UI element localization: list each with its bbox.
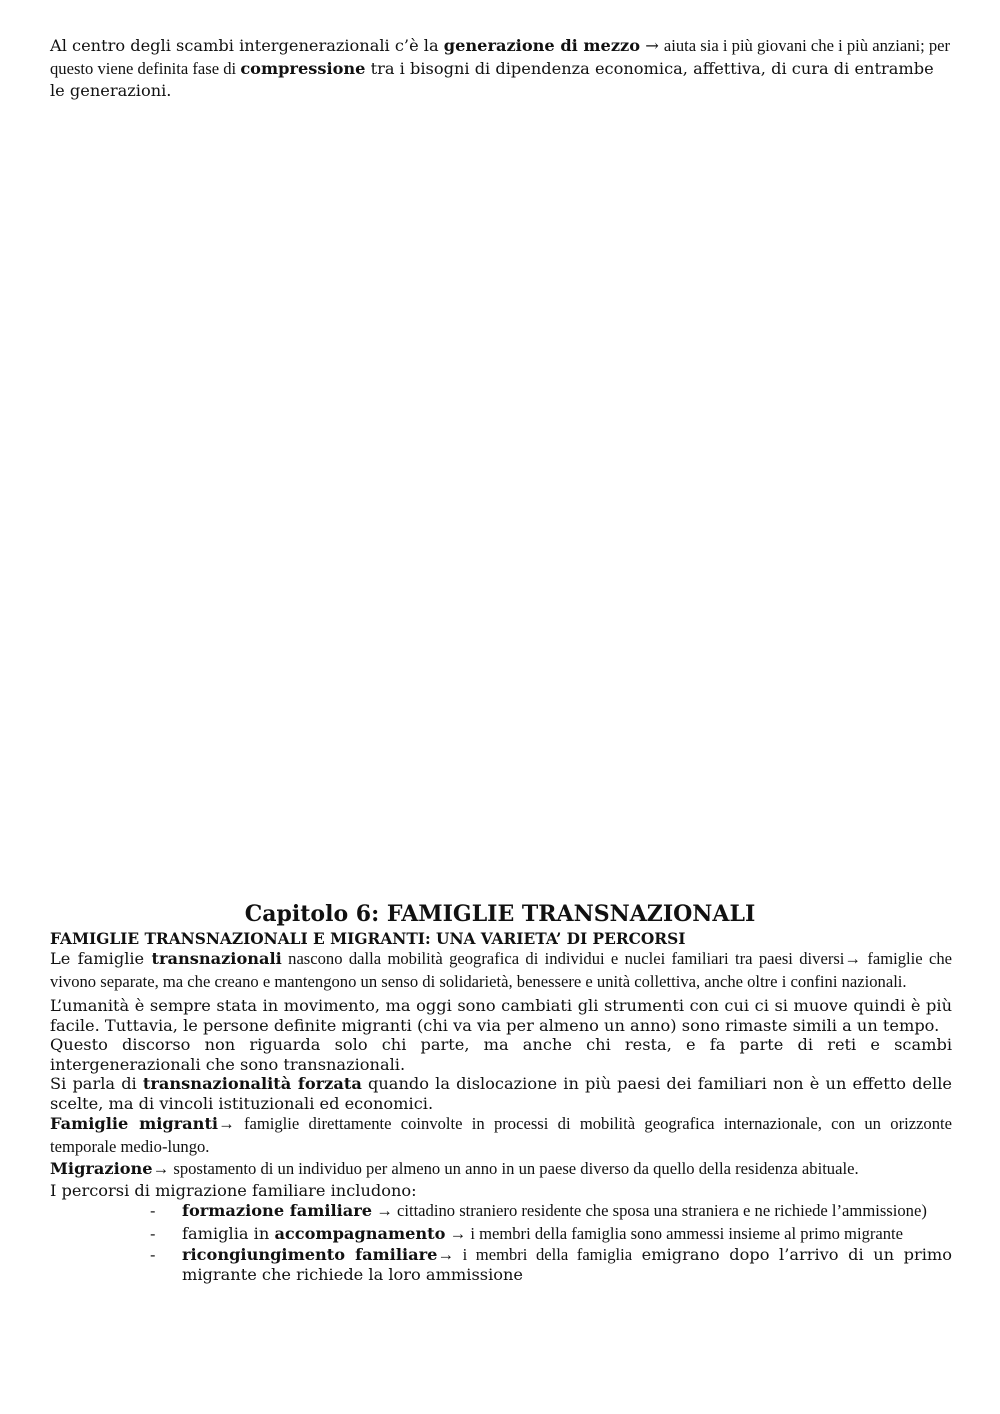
term-compressione: compressione — [240, 58, 366, 78]
item2-text: famiglia in — [182, 1223, 275, 1243]
percorsi-list — [50, 1200, 952, 1285]
intro-text-3: tra i bisogni di dipendenza economica, affettiva, di cura di entrambe le generazioni. — [50, 58, 934, 100]
term-famiglie-migranti: Famiglie migranti — [50, 1114, 219, 1133]
para5-definition: → famiglie direttamente coinvolte in processi di mobilità geografica internazionale, con un orizzonte temporale medio-lungo. — [50, 1114, 953, 1156]
term-transnazionali: transnazionali — [151, 949, 282, 968]
paragraph-famiglie-migranti — [50, 1113, 952, 1158]
term-generazione-di-mezzo: generazione di mezzo — [443, 36, 641, 55]
intro-paragraph — [50, 35, 952, 103]
paragraph-percorsi: I percorsi di migrazione familiare includono: — [50, 1180, 417, 1200]
paragraph-chi-resta: Questo discorso non riguarda solo chi parte, ma anche chi resta, e fa parte di reti e scambi intergenerazionali che sono transnazionali. — [50, 1035, 952, 1074]
item2-definition: → i membri della famiglia sono ammessi insieme al primo migrante — [445, 1223, 904, 1243]
list-dash: - — [150, 1245, 156, 1264]
chapter-body — [50, 948, 952, 1285]
term-migrazione: Migrazione — [50, 1159, 153, 1178]
section-title: FAMIGLIE TRANSNAZIONALI E MIGRANTI: UNA VARIETA’ DI PERCORSI — [50, 930, 686, 948]
list-item — [50, 1223, 952, 1246]
para1-text: Le famiglie — [50, 949, 152, 968]
paragraph-umanita: L’umanità è sempre stata in movimento, ma oggi sono cambiati gli strumenti con cui ci si muove quindi è più facile. Tuttavia, le persone definite migranti (chi va via per almeno un anno) sono rimaste simili a un tempo. — [50, 996, 952, 1035]
term-ricongiungimento-familiare: ricongiungimento familiare — [182, 1245, 438, 1264]
term-accompagnamento: accompagnamento — [274, 1223, 446, 1243]
intro-text-2: aiuta sia i più giovani che i più anziani; per questo viene definita fase di — [50, 36, 951, 78]
para6-definition: → spostamento di un individuo per almeno un anno in un paese diverso da quello della residenza abituale. — [152, 1159, 859, 1178]
chapter-title: Capitolo 6: FAMIGLIE TRANSNAZIONALI — [244, 901, 756, 927]
term-transnazionalita-forzata: transnazionalità forzata — [142, 1074, 362, 1093]
intro-text-1: Al centro degli scambi intergenerazionali c’è la — [50, 36, 444, 55]
paragraph-famiglie-transnazionali — [50, 948, 952, 993]
list-dash: - — [150, 1223, 156, 1243]
para4-text-1: Si parla di — [50, 1074, 143, 1093]
term-formazione-familiare: formazione familiare — [182, 1201, 373, 1220]
para1-definition: nascono dalla mobilità geografica di individui e nuclei familiari tra paesi diversi→ famiglie che vivono separate, ma che creano e mantengono un senso di solidarietà, benessere e unità collettiva, anche oltre i confini nazionali. — [50, 949, 952, 991]
item1-definition: → cittadino straniero residente che sposa una straniera e ne richiede l’ammissione) — [372, 1201, 927, 1220]
item3-definition: → i membri della famiglia — [437, 1245, 633, 1264]
list-item — [50, 1200, 952, 1223]
list-dash: - — [150, 1201, 156, 1220]
item3-text: emigrano dopo l’arrivo di un primo migrante che richiede la loro ammissione — [182, 1245, 952, 1284]
intro-arrow: → — [640, 36, 664, 55]
list-item — [50, 1245, 952, 1285]
para4-text-2: quando la dislocazione in più paesi dei familiari non è un effetto delle scelte, ma di vincoli istituzionali ed economici. — [50, 1074, 953, 1113]
paragraph-transnazionalita-forzata — [50, 1074, 952, 1113]
paragraph-migrazione — [50, 1158, 952, 1181]
